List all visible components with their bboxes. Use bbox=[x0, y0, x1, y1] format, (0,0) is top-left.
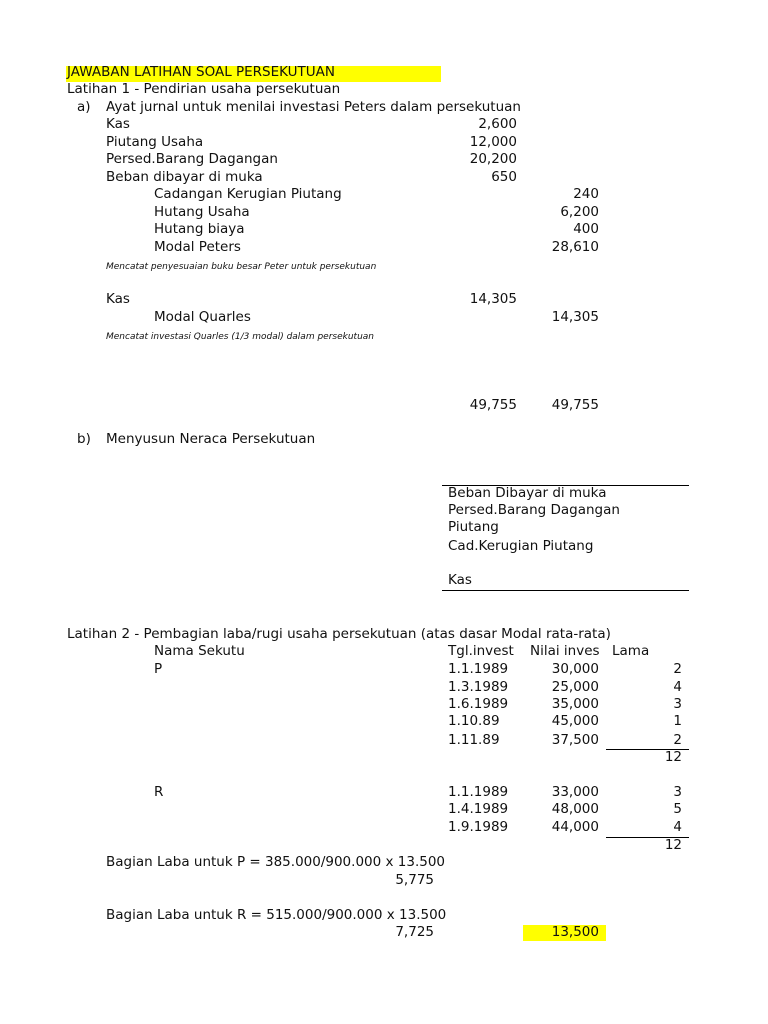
part-a-marker: a) bbox=[77, 99, 91, 115]
invest-months: 2 bbox=[673, 661, 682, 677]
invest-date: 1.1.1989 bbox=[448, 661, 509, 677]
months-total: 12 bbox=[664, 837, 682, 853]
header-date: Tgl.invest bbox=[448, 643, 514, 659]
invest-months: 2 bbox=[673, 732, 682, 748]
debit-account: Piutang Usaha bbox=[106, 134, 204, 150]
invest-date: 1.11.89 bbox=[448, 732, 500, 748]
debit-amount: 14,305 bbox=[469, 291, 517, 307]
invest-months: 3 bbox=[673, 784, 682, 800]
debit-account: Kas bbox=[106, 116, 130, 132]
credit-account: Modal Quarles bbox=[154, 309, 251, 325]
journal-note: Mencatat investasi Quarles (1/3 modal) dalam persekutuan bbox=[106, 332, 374, 342]
invest-date: 1.10.89 bbox=[448, 713, 500, 729]
profit-share-p-result: 5,775 bbox=[395, 872, 434, 888]
credit-amount: 400 bbox=[573, 221, 599, 237]
journal-note: Mencatat penyesuaian buku besar Peter untuk persekutuan bbox=[106, 262, 377, 272]
credit-amount: 28,610 bbox=[551, 239, 599, 255]
balance-sheet-item: Beban Dibayar di muka bbox=[448, 485, 607, 501]
invest-value: 44,000 bbox=[551, 819, 599, 835]
profit-share-p: Bagian Laba untuk P = 385.000/900.000 x 13.500 bbox=[106, 854, 446, 870]
header-value: Nilai inves bbox=[530, 643, 600, 659]
balance-sheet-item: Kas bbox=[448, 572, 472, 588]
debit-amount: 12,000 bbox=[469, 134, 517, 150]
part-a-text: Ayat jurnal untuk menilai investasi Peters dalam persekutuan bbox=[106, 99, 521, 115]
invest-value: 25,000 bbox=[551, 679, 599, 695]
part-b-marker: b) bbox=[77, 431, 91, 447]
balance-sheet-bottom-rule bbox=[442, 590, 689, 591]
invest-value: 33,000 bbox=[551, 784, 599, 800]
latihan1-heading: Latihan 1 - Pendirian usaha persekutuan bbox=[67, 81, 341, 97]
header-name: Nama Sekutu bbox=[154, 643, 245, 659]
balance-sheet-item: Cad.Kerugian Piutang bbox=[448, 538, 594, 554]
total-credit: 49,755 bbox=[551, 397, 599, 413]
credit-account: Hutang biaya bbox=[154, 221, 245, 237]
invest-date: 1.6.1989 bbox=[448, 696, 509, 712]
invest-value: 45,000 bbox=[551, 713, 599, 729]
invest-months: 5 bbox=[673, 801, 682, 817]
invest-date: 1.9.1989 bbox=[448, 819, 509, 835]
debit-amount: 2,600 bbox=[478, 116, 517, 132]
part-b-text: Menyusun Neraca Persekutuan bbox=[106, 431, 316, 447]
balance-sheet-item: Piutang bbox=[448, 519, 499, 535]
profit-share-r-result: 7,725 bbox=[395, 924, 434, 940]
total-debit: 49,755 bbox=[469, 397, 517, 413]
balance-sheet-item: Persed.Barang Dagangan bbox=[448, 502, 620, 518]
profit-share-r: Bagian Laba untuk R = 515.000/900.000 x 13.500 bbox=[106, 907, 447, 923]
debit-account: Persed.Barang Dagangan bbox=[106, 151, 278, 167]
months-total: 12 bbox=[664, 749, 682, 765]
invest-months: 3 bbox=[673, 696, 682, 712]
invest-date: 1.1.1989 bbox=[448, 784, 509, 800]
debit-account: Beban dibayar di muka bbox=[106, 169, 263, 185]
credit-account: Modal Peters bbox=[154, 239, 241, 255]
credit-account: Hutang Usaha bbox=[154, 204, 250, 220]
debit-account: Kas bbox=[106, 291, 130, 307]
invest-value: 48,000 bbox=[551, 801, 599, 817]
credit-account: Cadangan Kerugian Piutang bbox=[154, 186, 342, 202]
latihan2-heading: Latihan 2 - Pembagian laba/rugi usaha persekutuan (atas dasar Modal rata-rata) bbox=[67, 626, 611, 642]
partner-name: R bbox=[154, 784, 164, 800]
invest-value: 37,500 bbox=[551, 732, 599, 748]
invest-months: 4 bbox=[673, 679, 682, 695]
invest-date: 1.4.1989 bbox=[448, 801, 509, 817]
invest-months: 4 bbox=[673, 819, 682, 835]
credit-amount: 240 bbox=[573, 186, 599, 202]
invest-value: 30,000 bbox=[551, 661, 599, 677]
credit-amount: 6,200 bbox=[560, 204, 599, 220]
document-title: JAWABAN LATIHAN SOAL PERSEKUTUAN bbox=[67, 64, 335, 80]
invest-date: 1.3.1989 bbox=[448, 679, 509, 695]
debit-amount: 650 bbox=[491, 169, 517, 185]
credit-amount: 14,305 bbox=[551, 309, 599, 325]
debit-amount: 20,200 bbox=[469, 151, 517, 167]
invest-months: 1 bbox=[673, 713, 682, 729]
header-months: Lama bbox=[612, 643, 650, 659]
partner-name: P bbox=[154, 661, 163, 677]
profit-total: 13,500 bbox=[551, 924, 599, 940]
invest-value: 35,000 bbox=[551, 696, 599, 712]
